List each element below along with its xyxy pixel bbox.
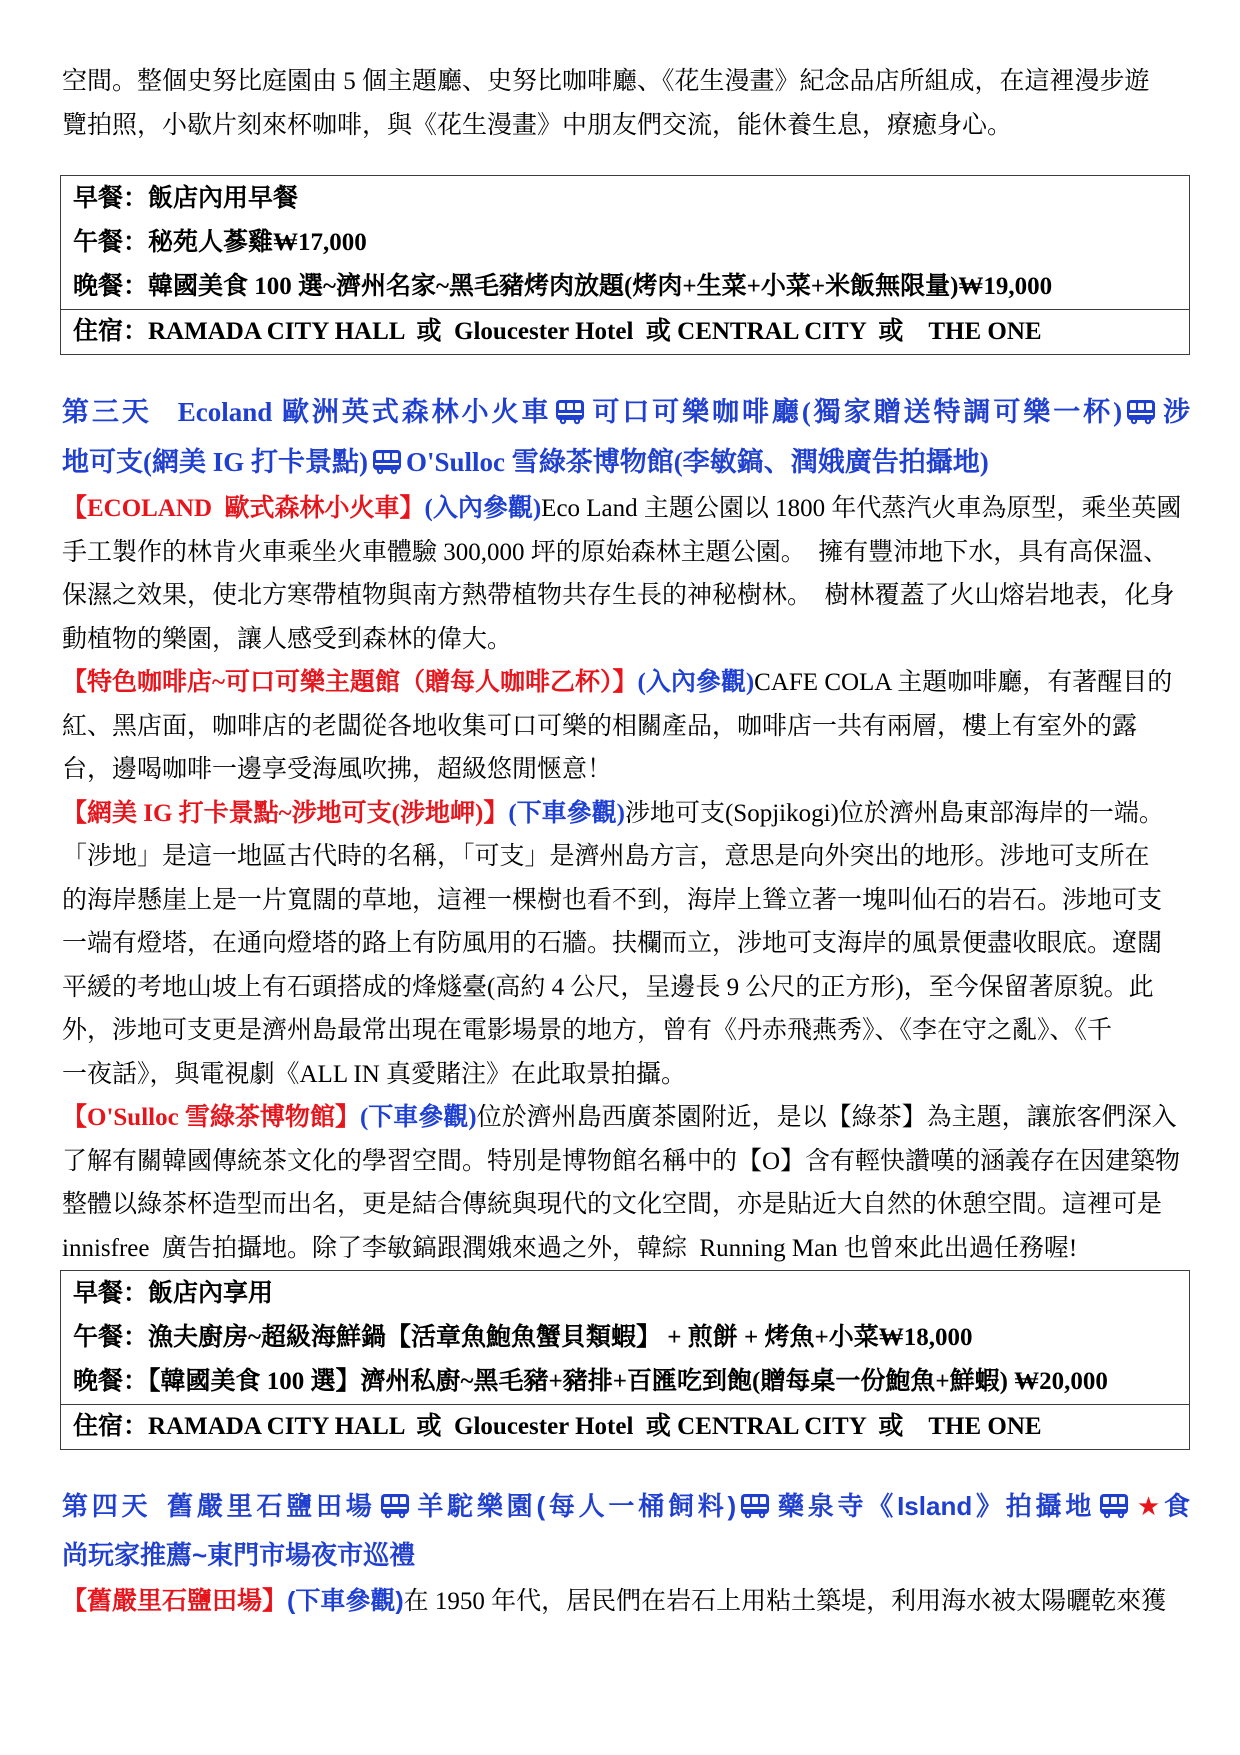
- day4-heading: [60, 1482, 1190, 1580]
- lunch-row: 午餐：漁夫廚房~超級海鮮鍋【活章魚鮑魚蟹貝類蝦】 + 煎餅 + 烤魚+小菜₩18,000: [73, 1324, 973, 1351]
- body-text: CAFE COLA 主題咖啡廳，有著醒目的: [754, 669, 1173, 696]
- body-line: 「涉地」是這一地區古代時的名稱，「可支」是濟州島方言，意思是向外突出的地形。涉地可支所在: [62, 843, 1150, 870]
- body-line: 外，涉地可支更是濟州島最常出現在電影場景的地方，曾有《丹赤飛燕秀》、《李在守之亂》、《千: [62, 1017, 1113, 1044]
- breakfast-row: 早餐：飯店內享用: [73, 1280, 274, 1307]
- day-label: 第四天: [62, 1491, 152, 1521]
- dinner-row: 晚餐：【韓國美食 100 選】濟州私廚~黑毛豬+豬排+百匯吃到飽(贈每桌一份鮑魚+鮮蝦) ₩20,000: [73, 1368, 1108, 1395]
- body-line: 的海岸懸崖上是一片寬闊的草地，這裡一棵樹也看不到，海岸上聳立著一塊叫仙石的岩石。涉地可支: [62, 886, 1163, 914]
- body-line: 一夜話》，與電視劇《ALL IN 真愛賭注》在此取景拍攝。: [62, 1060, 687, 1088]
- body-text: 位於濟州島西廣茶園附近，是以【綠茶】為主題，讓旅客們深入: [476, 1104, 1177, 1131]
- heading-stop: Ecoland 歐洲英式森林小火車: [177, 397, 552, 427]
- heading-stop: 地可支(網美 IG 打卡景點): [62, 447, 368, 477]
- heading-stop: 羊駝樂園(每人一桶飼料): [413, 1491, 737, 1521]
- heading-line: [62, 1531, 1190, 1580]
- day2-meal-table: [60, 175, 1190, 355]
- body-line: 保濕之效果，使北方寒帶植物與南方熱帶植物共存生長的神秘樹林。 樹林覆蓋了火山熔岩地表，化身: [62, 582, 1175, 609]
- breakfast-row: 早餐：飯店內用早餐: [73, 185, 299, 212]
- body-line: 平緩的考地山坡上有石頭搭成的烽燧臺(高約 4 公尺，呈邊長 9 公尺的正方形)，至今保留著原貌。此: [62, 973, 1154, 1001]
- bus-icon: [372, 449, 402, 475]
- section-title: 【網美 IG 打卡景點~涉地可支(涉地岬)】: [62, 799, 509, 827]
- body-text: 在 1950 年代，居民們在岩石上用粘土築堤，利用海水被太陽曬乾來獲: [403, 1588, 1167, 1615]
- heading-stop: 舊嚴里石鹽田場: [163, 1491, 376, 1521]
- osulloc-section: [60, 1096, 1190, 1270]
- day2-tail-text: [60, 60, 1190, 147]
- visit-tag: (入內參觀): [424, 495, 542, 522]
- bus-icon: [1126, 399, 1156, 425]
- section-title: 【舊嚴里石鹽田場】: [62, 1587, 288, 1615]
- sopjikogi-section: [60, 792, 1190, 1097]
- section-first-line: [60, 661, 1190, 705]
- heading-stop: 可口可樂咖啡廳(獨家贈送特調可樂一杯): [589, 397, 1123, 427]
- lunch-row: 午餐：秘苑人蔘雞₩17,000: [73, 229, 367, 256]
- dinner-row: 晚餐：韓國美食 100 選~濟州名家~黑毛豬烤肉放題(烤肉+生菜+小菜+米飯無限量)₩19,000: [73, 273, 1053, 300]
- heading-line: [62, 1482, 1190, 1531]
- day3-meal-table: [60, 1270, 1190, 1450]
- cafe-cola-section: [60, 661, 1190, 792]
- body-line: 紅、黑店面，咖啡店的老闆從各地收集可口可樂的相關產品，咖啡店一共有兩層，樓上有室外的露: [62, 712, 1138, 740]
- body-text: 涉地可支(Sopjikogi)位於濟州島東部海岸的一端。: [624, 799, 1164, 827]
- section-title: 【特色咖啡店~可口可樂主題館（贈每人咖啡乙杯）】: [62, 669, 638, 696]
- body-line: 一端有燈塔，在通向燈塔的路上有防風用的石牆。扶欄而立，涉地可支海岸的風景便盡收眼底。遼闊: [62, 930, 1163, 957]
- heading-stop: 藥泉寺《Island》拍攝地: [774, 1491, 1096, 1521]
- hotel-row: 住宿：RAMADA CITY HALL 或 Gloucester Hotel 或 CENTRAL CITY 或 THE ONE: [61, 309, 1189, 354]
- day3-heading: [60, 387, 1190, 487]
- section-first-line: [60, 792, 1190, 836]
- body-line: 台，邊喝咖啡一邊享受海風吹拂，超級悠閒愜意！: [62, 756, 613, 783]
- body-line: 了解有關韓國傳統茶文化的學習空間。特別是博物館名稱中的【O】含有輕快讚嘆的涵義存在因建築物: [62, 1147, 1181, 1175]
- heading-stop: 涉: [1160, 397, 1191, 427]
- body-line: 覽拍照，小歇片刻來杯咖啡，與《花生漫畫》中朋友們交流，能休養生息，療癒身心。: [62, 111, 1013, 139]
- visit-tag: (入內參觀): [637, 669, 755, 696]
- section-first-line: [60, 487, 1190, 531]
- hotel-row: 住宿：RAMADA CITY HALL 或 Gloucester Hotel 或 CENTRAL CITY 或 THE ONE: [61, 1404, 1189, 1449]
- heading-stop: O'Sulloc 雪綠茶博物館(李敏鎬、潤娥廣告拍攝地): [406, 447, 989, 477]
- body-line: 手工製作的林肯火車乘坐火車體驗 300,000 坪的原始森林主題公園。 擁有豐沛地下水，具有高保溫、: [62, 538, 1169, 566]
- heading-stop: 尚玩家推薦~東門市場夜市巡禮: [62, 1540, 416, 1570]
- ecoland-section: [60, 487, 1190, 661]
- body-text: Eco Land 主題公園以 1800 年代蒸汽火車為原型，乘坐英國: [541, 495, 1182, 522]
- section-title: 【O'Sulloc 雪綠茶博物館】: [62, 1104, 360, 1131]
- meal-list: [61, 176, 1189, 309]
- section-first-line: [60, 1096, 1190, 1140]
- body-line: 動植物的樂園，讓人感受到森林的偉大。: [62, 625, 513, 653]
- heading-line: [62, 437, 1190, 487]
- visit-tag: (下車參觀): [287, 1587, 404, 1615]
- salt-field-section: [60, 1580, 1190, 1624]
- visit-tag: (下車參觀): [359, 1104, 477, 1131]
- body-line: 整體以綠茶杯造型而出名，更是結合傳統與現代的文化空間，亦是貼近大自然的休憩空間。這裡可是: [62, 1191, 1163, 1218]
- heading-line: [62, 387, 1190, 437]
- bus-icon: [380, 1493, 410, 1519]
- bus-icon: [555, 399, 585, 425]
- bus-icon: [740, 1493, 770, 1519]
- body-line: 空間。整個史努比庭園由 5 個主題廳、史努比咖啡廳、《花生漫畫》紀念品店所組成，在這裡漫步遊: [62, 68, 1150, 95]
- section-first-line: [60, 1580, 1190, 1624]
- heading-stop: 食: [1163, 1491, 1190, 1521]
- bus-icon: [1099, 1493, 1129, 1519]
- meal-list: [61, 1271, 1189, 1404]
- day-label: 第三天: [62, 397, 152, 427]
- star-icon: ★: [1133, 1491, 1164, 1521]
- body-line: innisfree 廣告拍攝地。除了李敏鎬跟潤娥來過之外，韓綜 Running Man 也曾來此出過任務喔!: [62, 1234, 1078, 1262]
- visit-tag: (下車參觀): [508, 799, 625, 827]
- section-title: 【ECOLAND 歐式森林小火車】: [62, 495, 425, 522]
